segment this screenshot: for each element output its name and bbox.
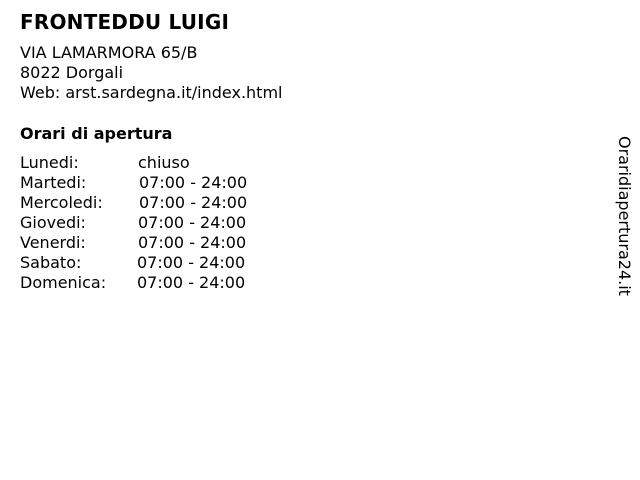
site-brand-vertical: Oraridiapertura24.it bbox=[615, 136, 634, 296]
day-label: Venerdi: bbox=[20, 233, 86, 252]
hours-value: 07:00 - 24:00 bbox=[138, 233, 247, 252]
day-label: Martedi: bbox=[20, 173, 87, 192]
business-name: FRONTEDDU LUIGI bbox=[20, 10, 230, 34]
hours-value: 07:00 - 24:00 bbox=[137, 273, 246, 292]
hours-value: 07:00 - 24:00 bbox=[139, 173, 248, 192]
hours-value: 07:00 - 24:00 bbox=[137, 253, 246, 272]
website-link[interactable]: Web: arst.sardegna.it/index.html bbox=[20, 83, 283, 102]
hours-value: 07:00 - 24:00 bbox=[138, 213, 247, 232]
hours-value: 07:00 - 24:00 bbox=[139, 193, 248, 212]
hours-value: chiuso bbox=[138, 153, 190, 172]
address-street: VIA LAMARMORA 65/B bbox=[20, 43, 198, 62]
day-label: Lunedi: bbox=[20, 153, 79, 172]
opening-hours-heading: Orari di apertura bbox=[20, 124, 173, 143]
address-city: 8022 Dorgali bbox=[20, 63, 124, 82]
day-label: Sabato: bbox=[20, 253, 82, 272]
day-label: Giovedi: bbox=[20, 213, 86, 232]
business-address bbox=[20, 43, 282, 103]
day-label: Domenica: bbox=[20, 273, 107, 292]
day-label: Mercoledi: bbox=[20, 193, 103, 212]
